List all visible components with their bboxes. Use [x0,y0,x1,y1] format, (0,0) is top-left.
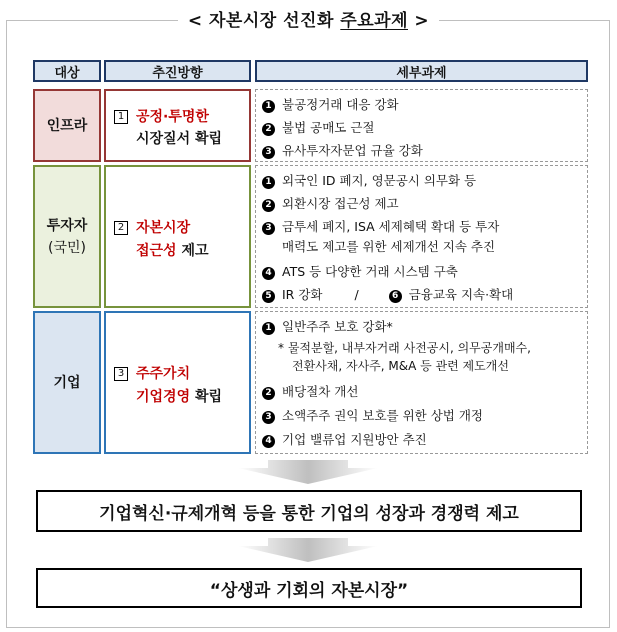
detail-text: 일반주주 보호 강화* [282,319,393,334]
detail-text-continued: 매력도 제고를 위한 세제개선 지속 추진 [282,239,496,254]
detail-item [262,141,423,159]
category-investor [33,165,101,308]
direction-red-text: 자본시장 [136,220,191,236]
detail-text: ATS 등 다양한 거래 시스템 구축 [282,264,458,279]
footnote-line-2: 전환사채, 자사주, M&A 등 관련 제도개선 [292,359,509,373]
details-cell-2 [255,165,588,308]
direction-number: 2 [114,221,128,235]
direction-red-text-2: 접근성 [136,243,177,259]
title-right-bracket: > [414,11,430,31]
direction-black-text: 시장질서 확립 [136,131,223,147]
number-bullet-icon: 3 [262,411,275,424]
down-arrow-icon [238,460,378,484]
detail-text: 배당절차 개선 [282,384,359,399]
header-direction: 추진방향 [104,60,251,82]
number-bullet-icon: 2 [262,123,275,136]
outcome-box: 기업혁신·규제개혁 등을 통한 기업의 성장과 경쟁력 제고 [36,490,582,532]
category-company [33,311,101,454]
direction-cell-3 [104,311,251,454]
title-main: 자본시장 선진화 [209,11,341,31]
number-bullet-icon: 5 [262,290,275,303]
vision-box: “상생과 기회의 자본시장” [36,568,582,608]
number-bullet-icon: 2 [262,199,275,212]
direction-red-text: 주주가치 [136,366,191,382]
detail-item [262,262,458,280]
header-details: 세부과제 [255,60,588,82]
direction-red-text-2: 기업경영 [136,389,191,405]
detail-text: 기업 밸류업 지원방안 추진 [282,432,427,447]
direction-black-text: 제고 [176,243,209,259]
separator: / [354,287,359,302]
number-bullet-icon: 1 [262,100,275,113]
title-left-bracket: < [187,11,203,31]
category-sublabel: (국민) [48,239,86,256]
direction-cell-1 [104,89,251,162]
detail-item [262,317,393,335]
detail-text: 불법 공매도 근절 [282,120,375,135]
footnote-line-1: * 물적분할, 내부자거래 사전공시, 의무공개매수, [278,341,531,355]
detail-text: IR 강화 [282,287,323,302]
number-bullet-icon: 4 [262,435,275,448]
detail-item [262,171,476,189]
category-label: 기업 [53,374,81,391]
number-bullet-icon: 4 [262,267,275,280]
page-title [0,6,617,31]
detail-item [262,406,483,424]
detail-item [262,285,513,303]
number-bullet-icon: 3 [262,146,275,159]
down-arrow-icon [238,538,378,562]
direction-red-text: 공정·투명한 [136,109,209,125]
direction-number: 3 [114,367,128,381]
detail-item [262,217,499,235]
category-infra [33,89,101,162]
detail-text: 불공정거래 대응 강화 [282,97,399,112]
category-label: 인프라 [46,117,88,134]
detail-text: 외환시장 접근성 제고 [282,196,399,211]
number-bullet-icon: 1 [262,322,275,335]
detail-text: 외국인 ID 폐지, 영문공시 의무화 등 [282,173,477,188]
detail-item [262,430,427,448]
details-cell-3 [255,311,588,454]
detail-text: 유사투자자문업 규율 강화 [282,143,423,158]
direction-number: 1 [114,110,128,124]
direction-black-text: 확립 [190,389,223,405]
detail-text: 금융교육 지속·확대 [408,287,514,302]
detail-item [262,382,358,400]
detail-text: 소액주주 권익 보호를 위한 상법 개정 [282,408,483,423]
header-category: 대상 [33,60,101,82]
detail-item [262,95,399,113]
detail-item [262,194,399,212]
title-underlined: 주요과제 [340,11,408,31]
number-bullet-icon: 6 [389,290,402,303]
direction-cell-2 [104,165,251,308]
details-cell-1 [255,89,588,162]
number-bullet-icon: 3 [262,222,275,235]
category-label: 투자자 [46,217,88,234]
number-bullet-icon: 1 [262,176,275,189]
number-bullet-icon: 2 [262,387,275,400]
detail-item [262,118,374,136]
detail-text: 금투세 폐지, ISA 세제혜택 확대 등 투자 [282,219,500,234]
